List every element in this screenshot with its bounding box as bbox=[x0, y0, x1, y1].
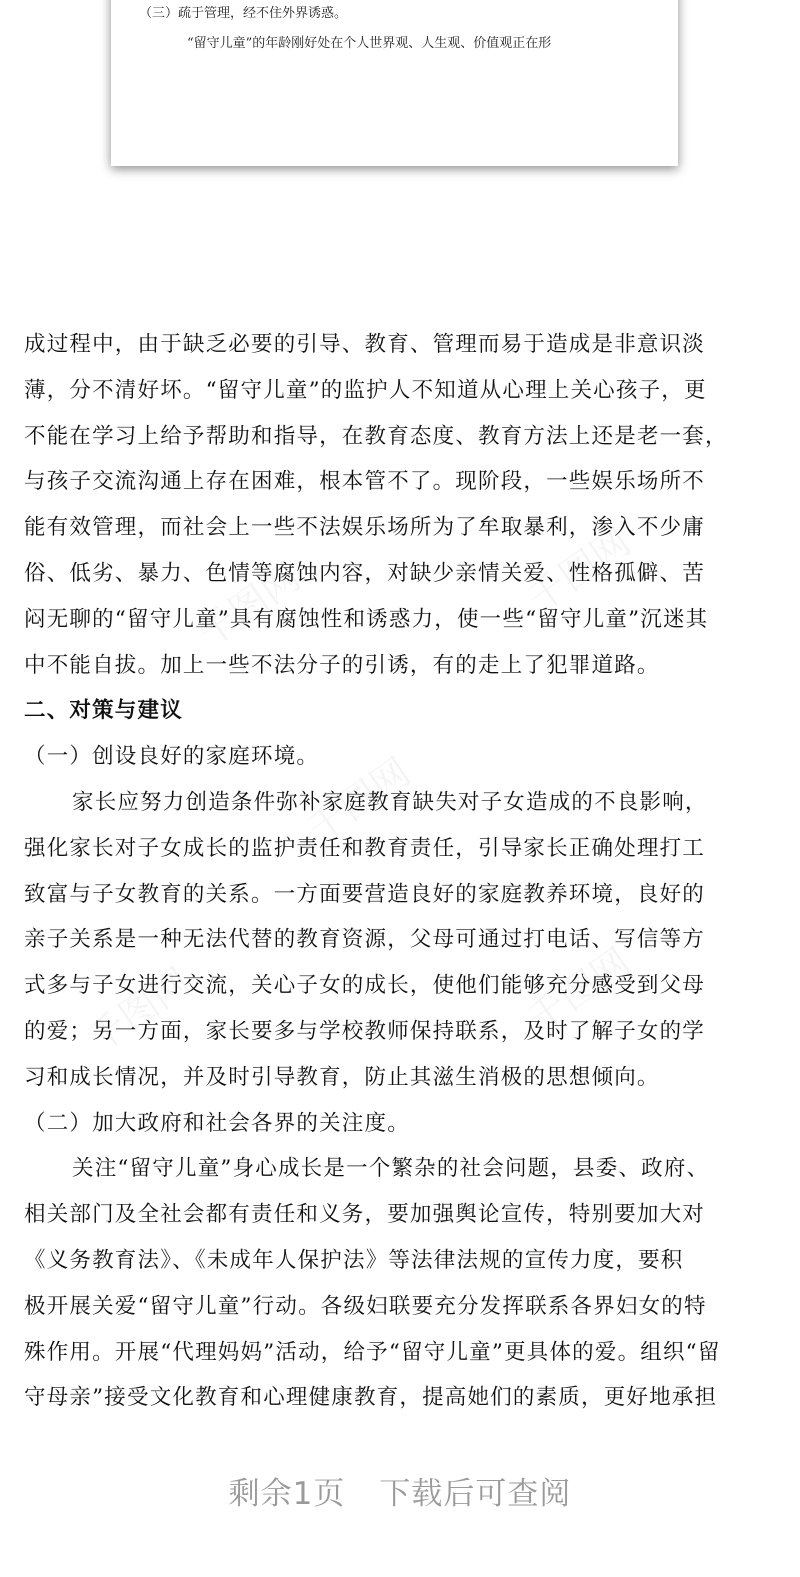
paragraph-line: 亲子关系是一种无法代替的教育资源，父母可通过打电话、写信等方 bbox=[24, 927, 706, 953]
download-prompt[interactable] bbox=[0, 1468, 800, 1513]
paragraph-line: 《义务教育法》、《未成年人保护法》等法律法规的宣传力度，要积 bbox=[24, 1247, 684, 1273]
subsection-heading: （二）加大政府和社会各界的关注度。 bbox=[24, 1110, 410, 1136]
document-preview-card bbox=[111, 0, 678, 166]
paragraph-line: 致富与子女教育的关系。一方面要营造良好的家庭教养环境，良好的 bbox=[24, 881, 706, 907]
preview-text: “留守儿童”的年龄刚好处在个人世界观、人生观、价值观正在形 bbox=[187, 36, 552, 51]
paragraph-line: 俗、低劣、暴力、色情等腐蚀内容，对缺少亲情关爱、性格孤僻、苦 bbox=[24, 560, 706, 586]
paragraph-line: 闷无聊的“留守儿童”具有腐蚀性和诱惑力，使一些“留守儿童”沉迷其 bbox=[24, 606, 709, 632]
download-to-view-label[interactable]: 下载后可查阅 bbox=[379, 1476, 572, 1512]
preview-heading: （三）疏于管理，经不住外界诱惑。 bbox=[139, 6, 348, 21]
paragraph-line: 强化家长对子女成长的监护责任和教育责任，引导家长正确处理打工 bbox=[24, 835, 706, 861]
remaining-pages-label: 剩余1页 bbox=[228, 1476, 346, 1512]
paragraph-line: 极开展关爱“留守儿童”行动。各级妇联要充分发挥联系各界妇女的特 bbox=[24, 1293, 707, 1319]
section-heading: 二、对策与建议 bbox=[24, 698, 183, 724]
paragraph-line: 与孩子交流沟通上存在困难，根本管不了。现阶段，一些娱乐场所不 bbox=[24, 469, 706, 495]
paragraph-line: 习和成长情况，并及时引导教育，防止其滋生消极的思想倾向。 bbox=[24, 1064, 660, 1090]
paragraph-line: 家长应努力创造条件弥补家庭教育缺失对子女造成的不良影响， bbox=[72, 789, 708, 815]
paragraph-line: 关注“留守儿童”身心成长是一个繁杂的社会问题，县委、政府、 bbox=[72, 1156, 710, 1182]
paragraph-line: 式多与子女进行交流，关心子女的成长，使他们能够充分感受到父母 bbox=[24, 973, 706, 999]
paragraph-line: 殊作用。开展“代理妈妈”活动，给予“留守儿童”更具体的爱。组织“留 bbox=[24, 1339, 721, 1365]
paragraph-line: 成过程中，由于缺乏必要的引导、教育、管理而易于造成是非意识淡 bbox=[24, 332, 706, 357]
paragraph-line: 中不能自拔。加上一些不法分子的引诱，有的走上了犯罪道路。 bbox=[24, 652, 660, 678]
paragraph-line: 守母亲”接受文化教育和心理健康教育，提高她们的素质，更好地承担 bbox=[24, 1385, 718, 1411]
document-body bbox=[24, 322, 794, 1421]
paragraph-line: 薄，分不清好坏。“留守儿童”的监护人不知道从心理上关心孩子，更 bbox=[24, 377, 707, 403]
paragraph-line: 相关部门及全社会都有责任和义务，要加强舆论宣传，特别要加大对 bbox=[24, 1202, 706, 1228]
paragraph-line: 能有效管理，而社会上一些不法娱乐场所为了牟取暴利，渗入不少庸 bbox=[24, 515, 706, 541]
paragraph-line: 不能在学习上给予帮助和指导，在教育态度、教育方法上还是老一套， bbox=[24, 423, 728, 449]
subsection-heading: （一）创设良好的家庭环境。 bbox=[24, 744, 320, 770]
paragraph-line: 的爱；另一方面，家长要多与学校教师保持联系，及时了解子女的学 bbox=[24, 1018, 706, 1044]
